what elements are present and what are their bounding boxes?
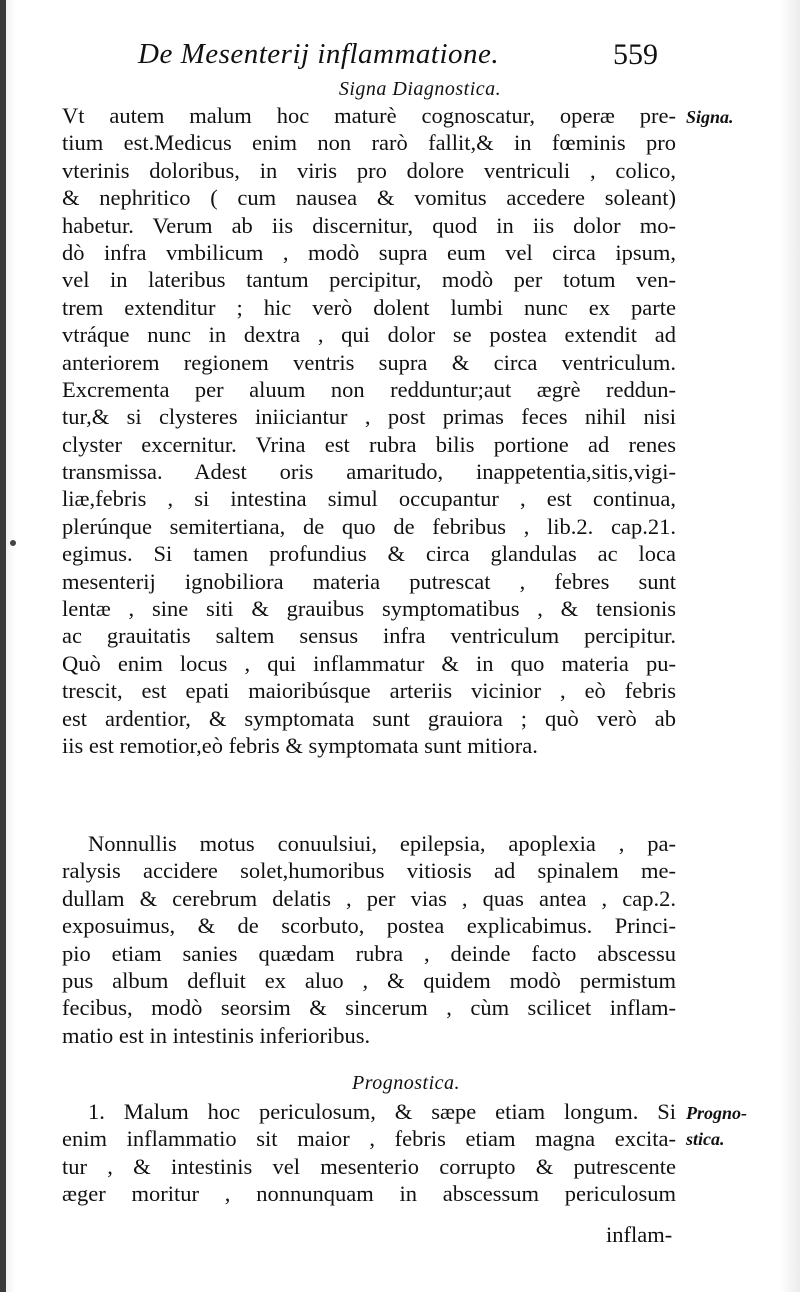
- text-line: tium est.Medicus enim non rarò fallit,& in fœminis pro: [62, 130, 676, 156]
- text-line: egimus. Si tamen profundius & circa glandulas ac loca: [62, 541, 676, 567]
- text-line: vterinis doloribus, in viris pro dolore ventriculi , colico,: [62, 157, 676, 183]
- page-header: [138, 38, 658, 78]
- margin-note-line: Progno-: [686, 1103, 748, 1123]
- text-line: est ardentior, & symptomata sunt grauiora ; quò verò ab: [62, 705, 676, 731]
- text-line: matio est in intestinis inferioribus.: [62, 1022, 371, 1048]
- text-line: ac grauitatis saltem sensus infra ventriculum percipitur.: [62, 623, 676, 649]
- text-line: trem extenditur ; hic verò dolent lumbi nunc ex parte: [62, 294, 676, 320]
- text-line: liæ,febris , si intestina simul occupantur , est continua,: [62, 486, 676, 512]
- text-line: Excrementa per aluum non redduntur;aut ægrè reddun-: [62, 376, 676, 402]
- text-line: fecibus, modò seorsim & sincerum , cùm scilicet inflam-: [62, 995, 676, 1021]
- text-line: anteriorem regionem ventris supra & circa ventriculum.: [62, 349, 676, 375]
- text-line: æger moritur , nonnunquam in abscessum periculosum: [62, 1181, 676, 1207]
- text-line: plerúnque semitertiana, de quo de febribus , lib.2. cap.21.: [62, 513, 676, 539]
- text-line: iis est remotior,eò febris & symptomata sunt mitiora.: [62, 732, 538, 758]
- heading-diagnostica: Signa Diagnostica.: [338, 78, 502, 100]
- text-line: Quò enim locus , qui inflammatur & in quo materia pu-: [62, 650, 676, 676]
- text-line: dullam & cerebrum delatis , per vias , quas antea , cap.2.: [62, 885, 676, 911]
- ink-speck: [10, 540, 16, 546]
- text-line: vel in lateribus tantum percipitur, modò per totum ven-: [62, 267, 676, 293]
- paragraph-prognosis: [62, 1098, 676, 1208]
- text-line: clyster excernitur. Vrina est rubra bilis portione ad renes: [62, 431, 676, 457]
- text-line: Nonnullis motus conuulsiui, epilepsia, apoplexia , pa-: [88, 831, 676, 856]
- heading-prognostica: Prognostica.: [351, 1072, 461, 1094]
- running-title: De Mesenterij inflammatione.: [138, 38, 500, 70]
- text-line: transmissa. Adest oris amaritudo, inappetentia,sitis,vigi-: [62, 459, 676, 485]
- text-line: dò infra vmbilicum , modò supra eum vel circa ipsum,: [62, 239, 676, 265]
- text-line: Vt autem malum hoc maturè cognoscatur, operæ pre-: [62, 103, 676, 128]
- text-line: mesenterij ignobiliora materia putrescat , febres sunt: [62, 568, 676, 594]
- text-line: trescit, est epati maioribúsque arteriis vicinior , eò febris: [62, 678, 676, 704]
- catchword: inflam-: [606, 1222, 673, 1247]
- text-line: 1. Malum hoc periculosum, & sæpe etiam longum. Si: [88, 1099, 676, 1124]
- text-line: enim inflammatio sit maior , febris etiam magna excita-: [62, 1126, 676, 1152]
- text-line: ralysis accidere solet,humoribus vitiosis ad spinalem me-: [62, 858, 676, 884]
- text-line: & nephritico ( cum nausea & vomitus accedere soleant): [62, 185, 676, 211]
- text-line: tur,& si clysteres iniiciantur , post primas feces nihil nisi: [62, 404, 676, 430]
- text-line: pus album defluit ex aluo , & quidem modò permistum: [62, 967, 676, 993]
- text-line: pio etiam sanies quædam rubra , deinde facto abscessu: [62, 940, 676, 966]
- paragraph-complications: [62, 830, 676, 1049]
- text-line: habetur. Verum ab iis discernitur, quod in iis dolor mo-: [62, 212, 676, 238]
- margin-note-line: stica.: [686, 1129, 725, 1149]
- paragraph-diagnostic-signs: [62, 102, 676, 759]
- text-line: lentæ , sine siti & grauibus symptomatibus , & tensionis: [62, 596, 676, 622]
- margin-note-prognostica: [686, 1100, 776, 1152]
- text-line: vtráque nunc in dextra , qui dolor se postea extendit ad: [62, 322, 676, 348]
- text-line: exposuimus, & de scorbuto, postea explicabimus. Princi-: [62, 913, 676, 939]
- text-line: tur , & intestinis vel mesenterio corrupto & putrescente: [62, 1153, 676, 1179]
- page-number: 559: [613, 38, 658, 71]
- margin-note-signa: Signa.: [686, 107, 734, 127]
